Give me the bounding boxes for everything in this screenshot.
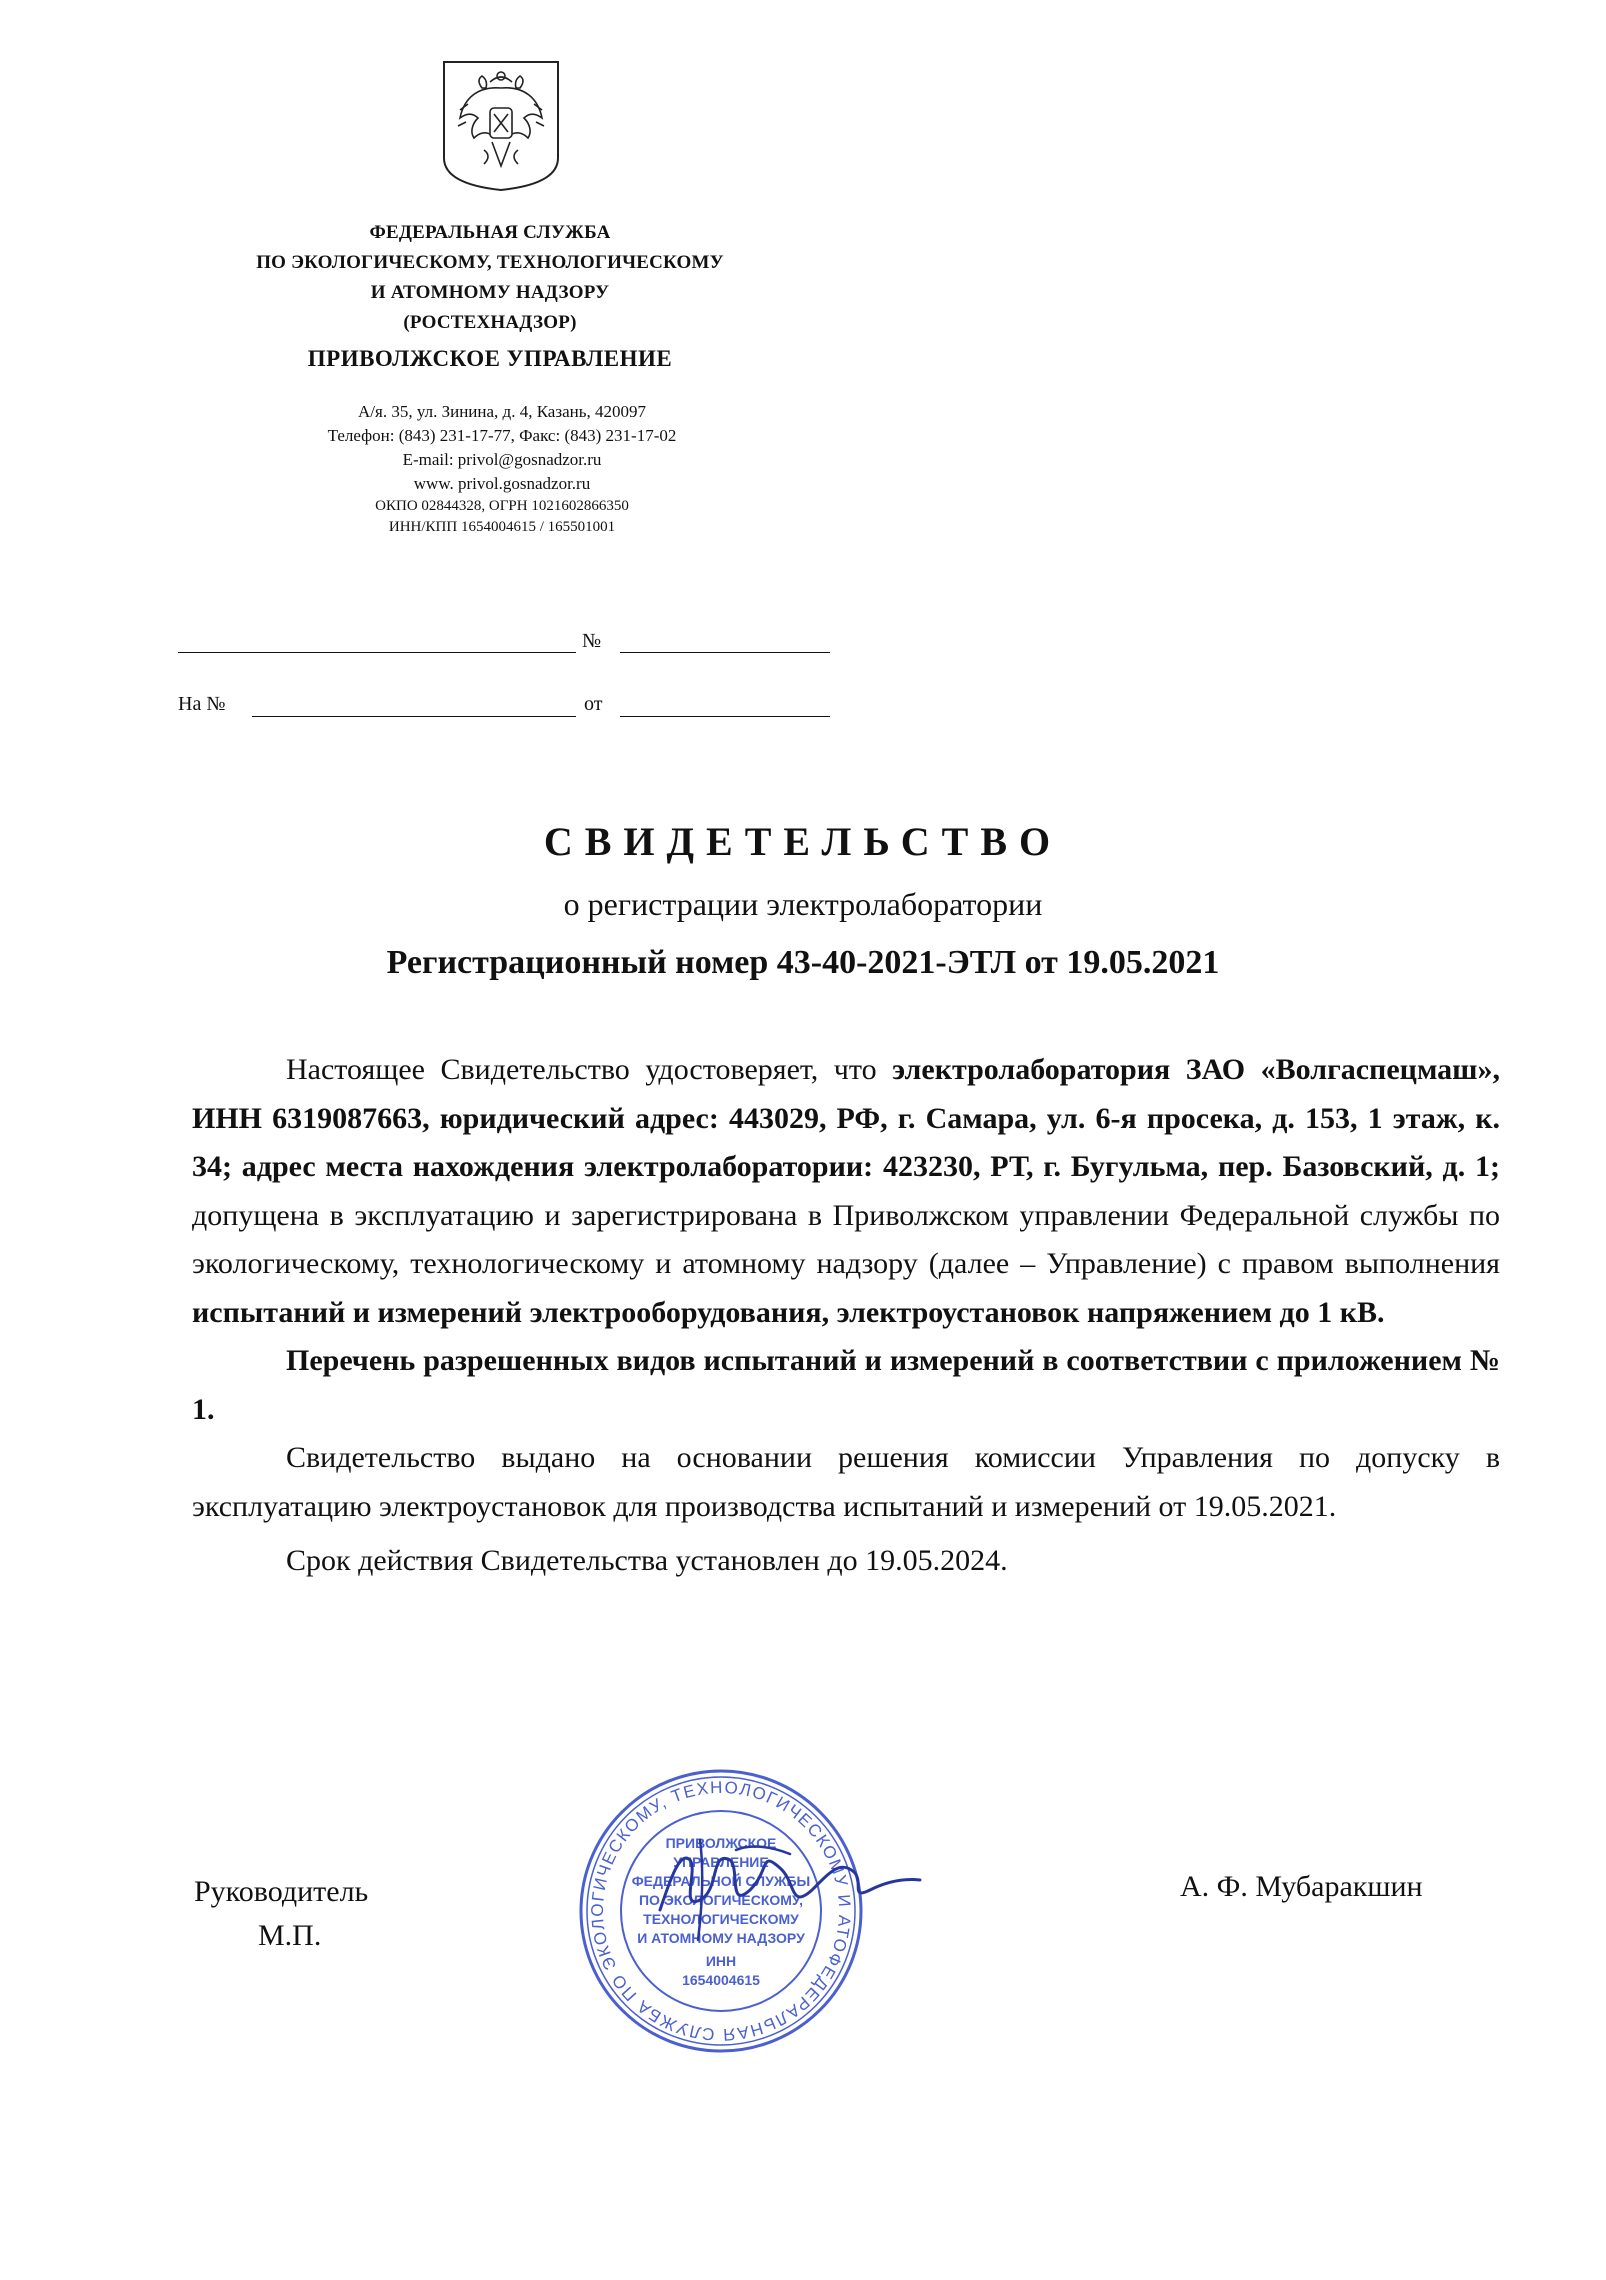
org-name-line: ПО ЭКОЛОГИЧЕСКОМУ, ТЕХНОЛОГИЧЕСКОМУ <box>256 252 724 273</box>
handwritten-signature <box>640 1820 930 1950</box>
letterhead-contacts <box>262 400 742 538</box>
stamp-line: И АТОМНОМУ НАДЗОРУ <box>637 1930 805 1946</box>
stamp-line: 1654004615 <box>682 1972 760 1988</box>
paragraph-validity: Срок действия Свидетельства установлен до 19.05.2024. <box>286 1544 1008 1577</box>
branch-name: ПРИВОЛЖСКОЕ УПРАВЛЕНИЕ <box>307 346 673 371</box>
stamp-line: ФЕДЕРАЛЬНОЙ СЛУЖБЫ <box>631 1873 811 1889</box>
text-run: Настоящее Свидетельство удостоверяет, что <box>286 1053 893 1086</box>
appendix-reference: Перечень разрешенных видов испытаний и измерений в соответствии с приложением № 1. <box>192 1344 1500 1426</box>
stamp-line: ПРИВОЛЖСКОЕ <box>665 1835 777 1851</box>
incoming-number-line <box>252 716 576 717</box>
on-number-label: На № <box>178 693 226 715</box>
email: E-mail: privol@gosnadzor.ru <box>402 450 602 469</box>
paragraph-basis: Свидетельство выдано на основании решения комиссии Управления по допуску в эксплуатацию электроустановок для производства испытаний и измерений от 19.05.2021. <box>192 1441 1500 1523</box>
letterhead-organization <box>170 218 810 376</box>
stamp-line: УПРАВЛЕНИЕ <box>673 1854 769 1870</box>
stamp-outer-text: ФЕДЕРАЛЬНАЯ СЛУЖБА ПО ЭКОЛОГИЧЕСКОМУ, ТЕХНОЛОГИЧЕСКОМУ И АТОМНОМУ <box>587 1777 855 2045</box>
org-abbreviation: (РОСТЕХНАДЗОР) <box>403 312 577 333</box>
signatory-name: А. Ф. Мубаракшин <box>1180 1870 1423 1903</box>
stamp-line: ПО ЭКОЛОГИЧЕСКОМУ, <box>638 1892 804 1908</box>
stamp-line: ИНН <box>705 1953 737 1969</box>
signatory-block <box>194 1870 368 1958</box>
laboratory-details: электролаборатория ЗАО «Волгаспецмаш», ИНН 6319087663, юридический адрес: 443029, РФ, г. Самара, ул. 6-я просека, д. 153, 1 этаж, к. 34; адрес места нахождения электролаборатории: 423230, РТ, г. Бугульма, пер. Базовский, д. 1; <box>192 1053 1500 1183</box>
phone-fax: Телефон: (843) 231-17-77, Факс: (843) 231-17-02 <box>327 426 677 445</box>
org-name-line: ФЕДЕРАЛЬНАЯ СЛУЖБА <box>369 222 611 243</box>
okpo-ogrn: ОКПО 02844328, ОГРН 1021602866350 <box>375 498 629 514</box>
number-label: № <box>582 630 602 652</box>
document-body <box>192 1046 1500 1586</box>
seal-place-label: М.П. <box>258 1919 322 1952</box>
coat-of-arms-icon <box>438 58 564 192</box>
stamp-line: ТЕХНОЛОГИЧЕСКОМУ <box>643 1911 799 1927</box>
document-title: СВИДЕТЕЛЬСТВО <box>543 819 1063 864</box>
registration-number: Регистрационный номер 43-40-2021-ЭТЛ от 19.05.2021 <box>386 944 1220 981</box>
incoming-date-line <box>620 716 830 717</box>
postal-address: А/я. 35, ул. Зинина, д. 4, Казань, 420097 <box>358 402 646 421</box>
paragraph-appendix <box>192 1337 1500 1434</box>
paragraph-certification <box>192 1046 1500 1337</box>
text-run: допущена в эксплуатацию и зарегистрирована в Приволжском управлении Федеральной службы по экологическому, технологическому и атомному надзору (далее – Управление) с правом выполнения <box>192 1198 1500 1280</box>
outgoing-number-line <box>620 652 830 653</box>
website: www. privol.gosnadzor.ru <box>413 474 591 493</box>
scope-of-work: испытаний и измерений электрооборудования, электроустановок напряжением до 1 кВ. <box>192 1295 1385 1329</box>
from-label: от <box>584 693 603 715</box>
org-name-line: И АТОМНОМУ НАДЗОРУ <box>370 282 610 303</box>
signatory-position: Руководитель <box>194 1875 369 1908</box>
outgoing-date-line <box>178 652 576 653</box>
inn-kpp: ИНН/КПП 1654004615 / 165501001 <box>388 519 616 535</box>
document-subtitle: о регистрации электролаборатории <box>563 886 1043 922</box>
